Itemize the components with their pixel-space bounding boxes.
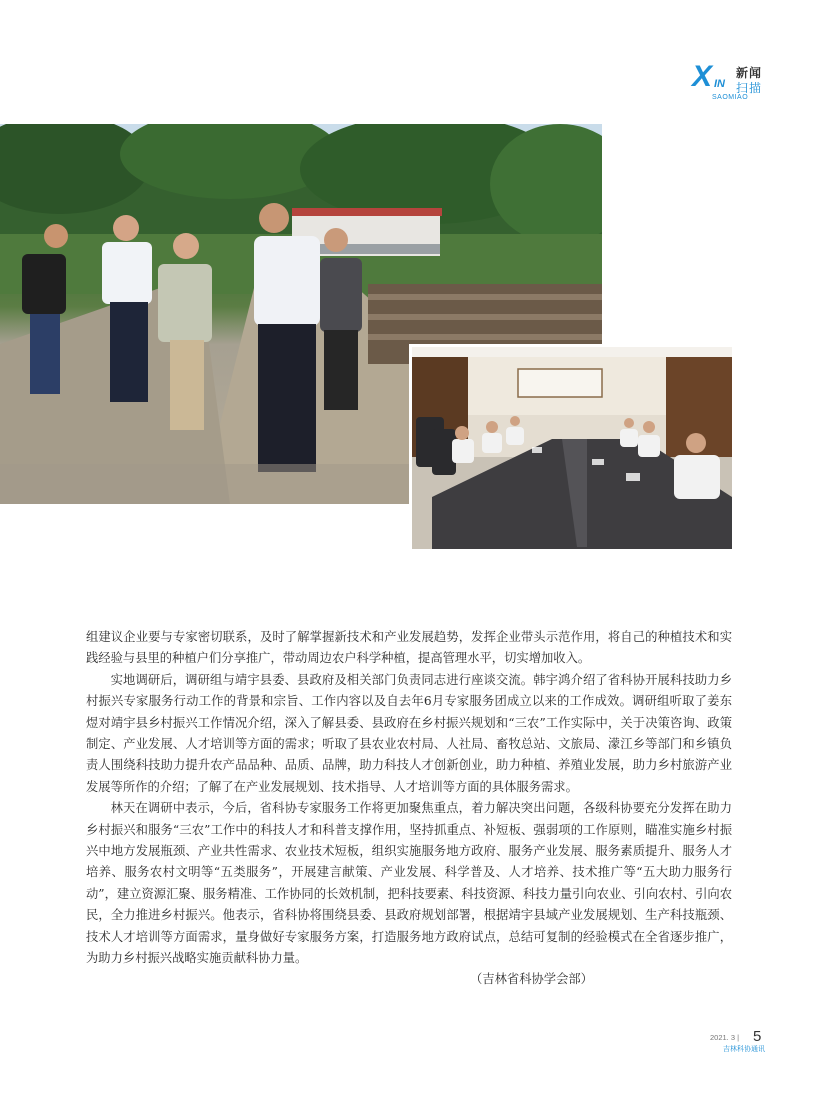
logo-chinese-top: 新闻 [736, 66, 763, 80]
article-paragraph-1: 组建议企业要与专家密切联系，及时了解掌握新技术和产业发展趋势，发挥企业带头示范作用，将自己的种植技术和实践经验与县里的种植户们分享推广，带动周边农户科学种植，提高管理水平，切实增加收入。 [86, 630, 732, 666]
logo-letter-x: X [692, 60, 713, 93]
logo-pinyin: SAOMIAO [712, 94, 749, 101]
article-source: （吉林省科协学会部） [470, 972, 593, 986]
page-number: 5 [753, 1028, 762, 1045]
meeting-illustration [412, 347, 732, 549]
footer-date: 2021. 3 | [710, 1033, 740, 1042]
logo-chinese-bottom: 扫描 [736, 81, 763, 95]
article-body [86, 627, 732, 970]
page-footer [700, 1028, 770, 1058]
article-paragraph-3: 林天在调研中表示，今后，省科协专家服务工作将更加聚焦重点，着力解决突出问题，各级科协要充分发挥在助力乡村振兴和服务“三农”工作中的科技人才和科普支撑作用，坚持抓重点、补短板、强弱项的工作原则，瞄准实施乡村振兴中地方发展瓶颈、产业共性需求、农业技术短板，组织实施服务地方政府、服务产业发展、服务素质提升、服务人才培养、服务农村文明等“五类服务”，开展建言献策、产业发展、科学普及、人才培养、技术推广等“五大助力服务行动”，建立资源汇聚、服务精准、工作协同的长效机制，把科技要素、科技资源、科技力量引向农业、引向农村、引向农民，全力推进乡村振兴。他表示，省科协将围绕县委、县政府规划部署，根据靖宇县域产业发展规划、生产科技瓶颈、技术人才培训等方面需求，量身做好专家服务方案，打造服务地方政府试点，总结可复制的经验模式在全省逐步推广，为助力乡村振兴战略实施贡献科协力量。 [86, 801, 732, 966]
meeting-photo [409, 344, 735, 552]
section-logo [692, 62, 772, 104]
journal-name: 吉林科协通讯 [723, 1045, 765, 1053]
logo-letters-in: IN [714, 78, 725, 90]
article-paragraph-2: 实地调研后，调研组与靖宇县委、县政府及相关部门负责同志进行座谈交流。韩宇鸿介绍了省科协开展科技助力乡村振兴专家服务行动工作的背景和宗旨、工作内容以及自去年6月专家服务团成立以来的工作成效。调研组听取了姜东煜对靖宇县乡村振兴工作情况介绍，深入了解县委、县政府在乡村振兴规划和“三农”工作实际中，关于决策咨询、政策制定、产业发展、人才培训等方面的需求；听取了县农业农村局、人社局、畜牧总站、文旅局、濛江乡等部门和乡镇负责人围绕科技助力提升农产品品种、品质、品牌，助力科技人才创新创业，助力种植、养殖业发展，助力乡村旅游产业发展等所作的介绍；了解了在产业发展规划、技术指导、人才培训等方面的具体服务需求。 [86, 672, 732, 794]
